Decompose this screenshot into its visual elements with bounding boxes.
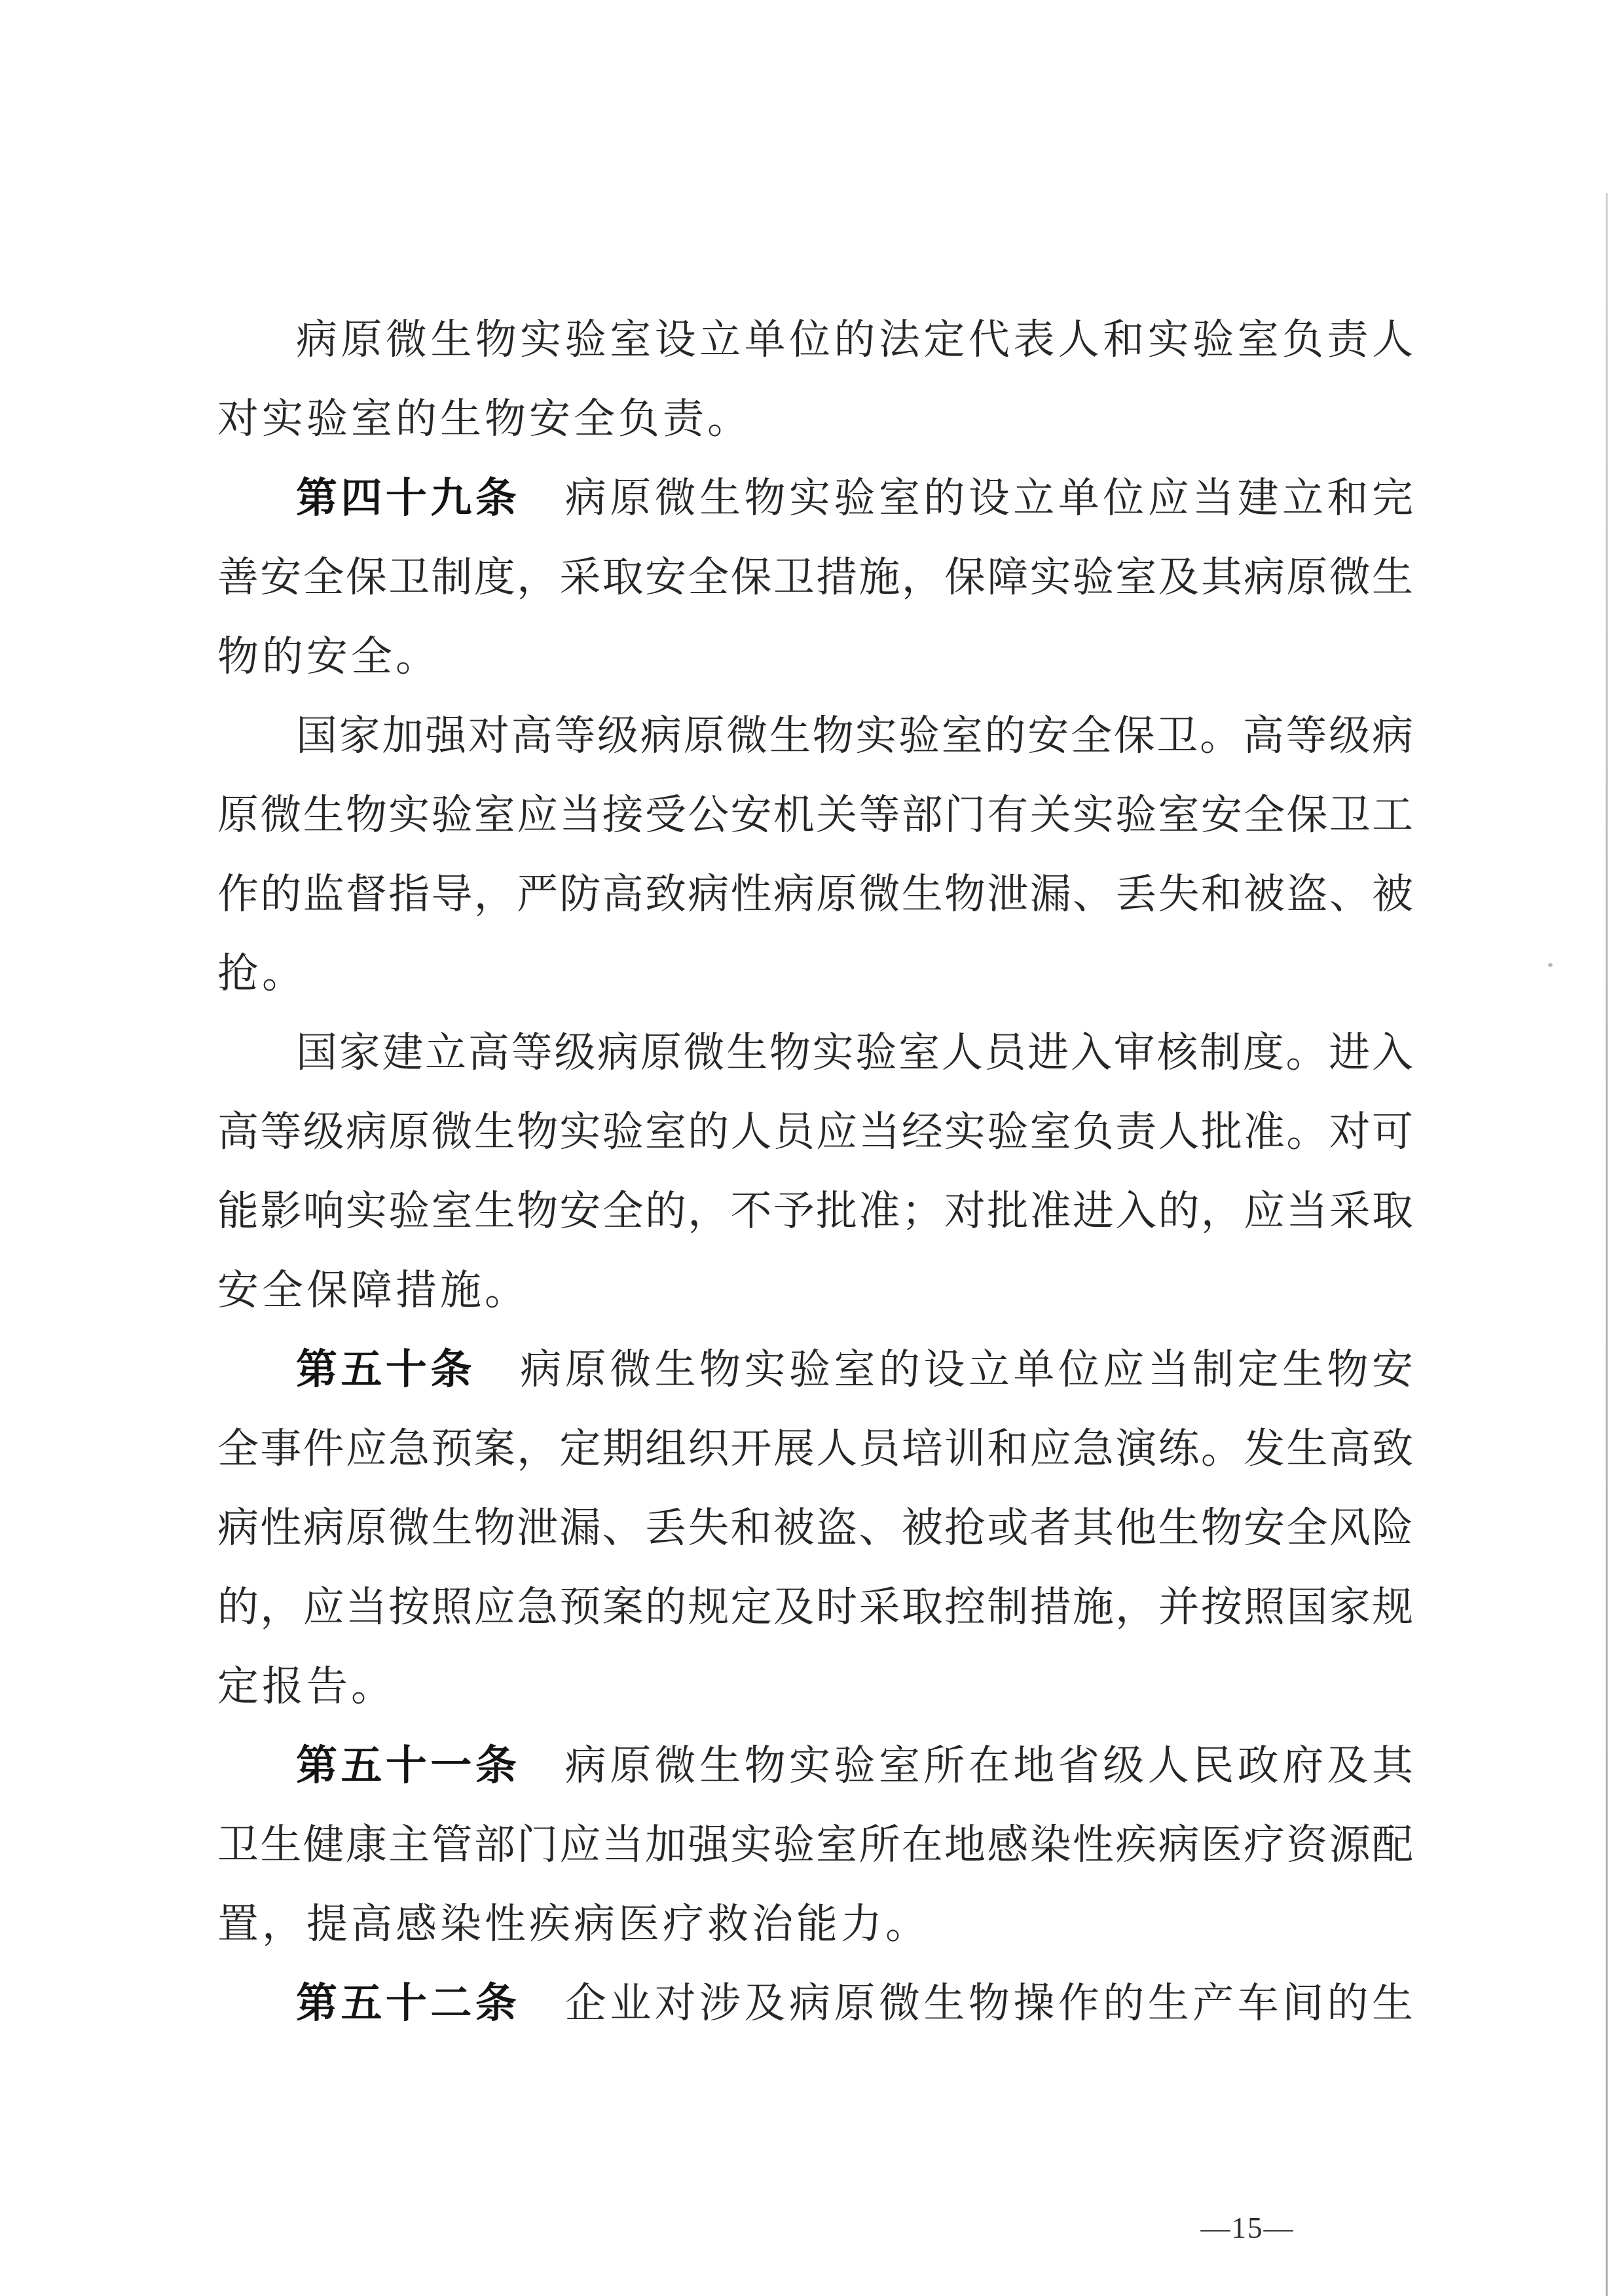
text-line: [217, 1568, 1413, 1647]
text-line: [217, 1172, 1413, 1251]
line-text: 置，提高感染性疾病医疗救治能力。: [217, 1901, 930, 1947]
text-line: [217, 776, 1413, 855]
line-text: 对实验室的生物安全负责。: [217, 396, 752, 442]
line-text: 善安全保卫制度，采取安全保卫措施，保障实验室及其病原微生: [217, 555, 1413, 600]
scan-speck-artifact: [1548, 963, 1553, 967]
line-text: 定报告。: [217, 1664, 396, 1709]
text-line: [217, 1330, 1413, 1410]
text-line: [217, 934, 1413, 1013]
line-text: 能影响实验室生物安全的，不予批准；对批准进入的，应当采取: [217, 1188, 1413, 1234]
line-text: 全事件应急预案，定期组织开展人员培训和应急演练。发生高致: [217, 1426, 1413, 1472]
line-text: 原微生物实验室应当接受公安机关等部门有关实验室安全保卫工: [217, 792, 1413, 838]
text-line: [217, 617, 1413, 697]
text-line: [217, 459, 1413, 538]
article-number: 第五十一条: [296, 1743, 521, 1789]
article-number: 第四十九条: [296, 475, 521, 521]
text-line: [217, 1410, 1413, 1489]
text-line: [217, 1251, 1413, 1330]
line-text: 国家建立高等级病原微生物实验室人员进入审核制度。进入: [296, 1030, 1413, 1076]
text-line: [217, 380, 1413, 459]
line-text: 企业对涉及病原微生物操作的生产车间的生: [520, 1980, 1414, 2026]
article-number: 第五十二条: [296, 1980, 521, 2026]
text-line: [217, 538, 1413, 617]
line-text: 物的安全。: [217, 634, 440, 680]
text-line: [217, 1964, 1413, 2043]
text-line: [217, 1726, 1413, 1806]
line-text: 国家加强对高等级病原微生物实验室的安全保卫。高等级病: [296, 713, 1413, 759]
article-number: 第五十条: [296, 1347, 475, 1393]
scan-edge-artifact: [1606, 193, 1608, 2296]
line-text: 病原微生物实验室所在地省级人民政府及其: [520, 1743, 1414, 1789]
text-line: [217, 301, 1413, 380]
text-line: [217, 855, 1413, 934]
line-text: 病原微生物实验室的设立单位应当建立和完: [520, 475, 1414, 521]
line-text: 病性病原微生物泄漏、丢失和被盗、被抢或者其他生物安全风险: [217, 1505, 1413, 1551]
line-text: 的，应当按照应急预案的规定及时采取控制措施，并按照国家规: [217, 1584, 1413, 1630]
text-line: [217, 1647, 1413, 1726]
text-line: [217, 1885, 1413, 1964]
line-text: 卫生健康主管部门应当加强实验室所在地感染性疾病医疗资源配: [217, 1822, 1413, 1868]
text-line: [217, 1806, 1413, 1885]
line-text: 安全保障措施。: [217, 1267, 529, 1313]
line-text: 抢。: [217, 951, 306, 996]
law-text-block: [217, 301, 1413, 2043]
line-text: 病原微生物实验室设立单位的法定代表人和实验室负责人: [296, 317, 1413, 363]
text-line: [217, 1489, 1413, 1568]
text-line: [217, 697, 1413, 776]
page-number: —15—: [1200, 2212, 1295, 2244]
line-text: 病原微生物实验室的设立单位应当制定生物安: [475, 1347, 1414, 1393]
text-line: [217, 1093, 1413, 1172]
line-text: 作的监督指导，严防高致病性病原微生物泄漏、丢失和被盗、被: [217, 871, 1413, 917]
line-text: 高等级病原微生物实验室的人员应当经实验室负责人批准。对可: [217, 1109, 1413, 1155]
text-line: [217, 1013, 1413, 1093]
